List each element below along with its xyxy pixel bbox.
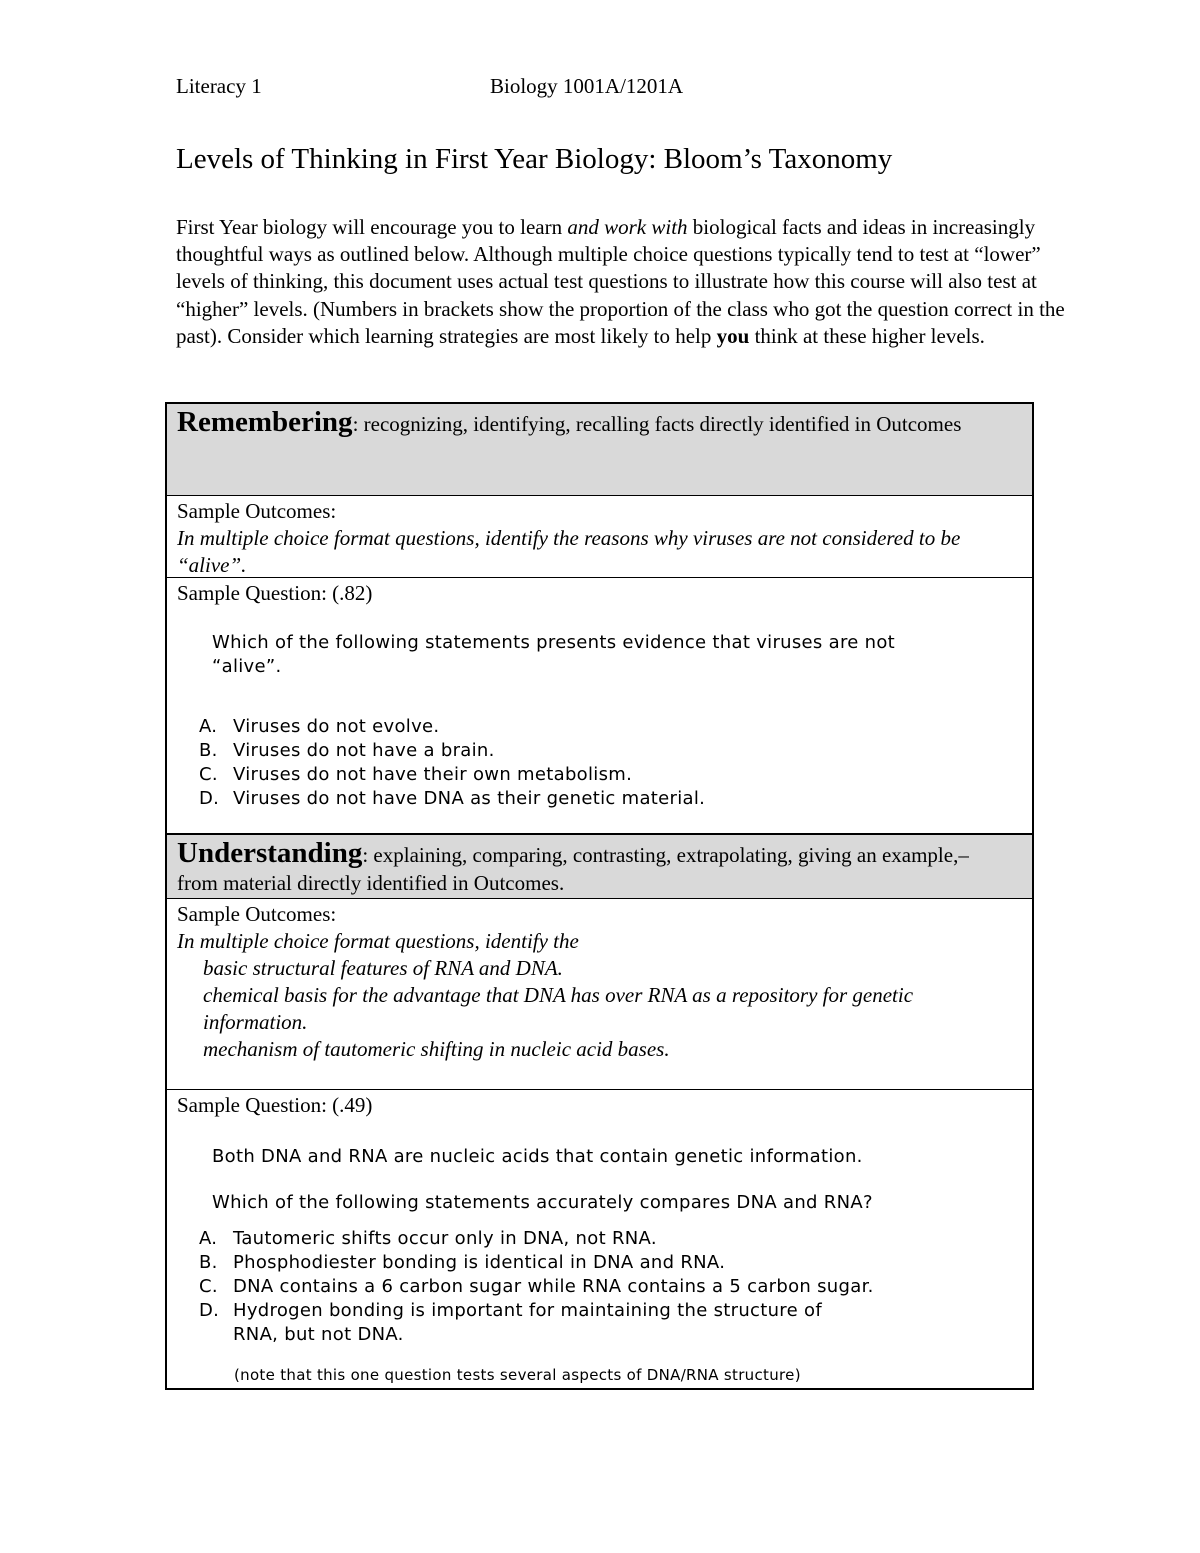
option-letter: D. — [199, 1300, 220, 1321]
option-letter: C. — [199, 764, 218, 785]
understanding-option-b — [177, 1251, 1022, 1275]
remembering-description: : recognizing, identifying, recalling facts directly identified in Outcomes — [352, 412, 962, 436]
remembering-option-a — [177, 715, 1022, 739]
option-letter: B. — [199, 740, 218, 761]
remembering-question-label: Sample Question: (.82) — [177, 581, 373, 605]
option-letter: A. — [199, 716, 218, 737]
option-letter: D. — [199, 788, 220, 809]
remembering-question-row — [167, 578, 1032, 835]
intro-text-1: First Year biology will encourage you to learn — [176, 215, 568, 239]
remembering-outcomes-row — [167, 496, 1032, 578]
header-course-left: Literacy 1 — [176, 74, 262, 98]
remembering-question-stem: Which of the following statements presents evidence that viruses are not “alive”. — [212, 632, 896, 677]
remembering-option-c — [177, 763, 1022, 787]
option-letter: A. — [199, 1228, 218, 1249]
header-course-center: Biology 1001A/1201A — [490, 74, 684, 98]
remembering-outcomes-text: In multiple choice format questions, identify the reasons why viruses are not considered to be “alive”. — [177, 526, 961, 577]
intro-text-3: think at these higher levels. — [749, 323, 985, 348]
remembering-options — [177, 715, 1022, 811]
intro-bold: you — [716, 323, 750, 348]
understanding-heading — [177, 839, 977, 897]
remembering-outcomes-label: Sample Outcomes: — [177, 499, 337, 523]
option-text: Tautomeric shifts occur only in DNA, not RNA. — [233, 1228, 657, 1249]
remembering-option-b — [177, 739, 1022, 763]
understanding-outcome-item: mechanism of tautomeric shifting in nucleic acid bases. — [203, 1037, 670, 1061]
understanding-heading-row — [167, 835, 1032, 899]
option-text: DNA contains a 6 carbon sugar while RNA contains a 5 carbon sugar. — [233, 1276, 874, 1297]
understanding-question-row — [167, 1090, 1032, 1388]
understanding-outcome-item: chemical basis for the advantage that DNA has over RNA as a repository for genetic information. — [203, 983, 914, 1034]
understanding-name: Understanding — [177, 837, 363, 869]
understanding-question-label: Sample Question: (.49) — [177, 1093, 373, 1117]
understanding-question-stem-1: Both DNA and RNA are nucleic acids that contain genetic information. — [212, 1146, 863, 1167]
option-text: Hydrogen bonding is important for maintaining the structure of RNA, but not DNA. — [233, 1300, 822, 1345]
understanding-outcomes-row — [167, 899, 1032, 1090]
remembering-name: Remembering — [177, 406, 353, 438]
remembering-heading-row — [167, 404, 1032, 496]
option-letter: C. — [199, 1276, 218, 1297]
option-text: Viruses do not evolve. — [233, 716, 440, 737]
understanding-question-stem-2: Which of the following statements accurately compares DNA and RNA? — [212, 1192, 873, 1213]
option-text: Phosphodiester bonding is identical in DNA and RNA. — [233, 1252, 726, 1273]
intro-text-2: biological facts and ideas in increasingly thoughtful ways as outlined below. Although multiple choice questions typically tend to test at “lower” levels of thinking, this document uses actual test questions to illustrate how this course will also test at “higher” levels. (Numbers in brackets show the proportion of the class who got the question correct in the past). Consider which learning strategies are most likely to help — [176, 215, 1065, 348]
understanding-outcomes-label: Sample Outcomes: — [177, 902, 337, 926]
understanding-option-d — [177, 1299, 873, 1347]
understanding-options — [177, 1227, 1022, 1347]
page-title: Levels of Thinking in First Year Biology: Bloom’s Taxonomy — [176, 143, 893, 175]
option-text: Viruses do not have DNA as their genetic material. — [233, 788, 706, 809]
remembering-option-d — [177, 787, 1022, 811]
understanding-option-c — [177, 1275, 1022, 1299]
understanding-description: : explaining, comparing, contrasting, extrapolating, giving an example,– from material directly identified in Outcomes. — [177, 843, 969, 895]
option-letter: B. — [199, 1252, 218, 1273]
understanding-note: (note that this one question tests several aspects of DNA/RNA structure) — [234, 1366, 801, 1384]
option-text: Viruses do not have a brain. — [233, 740, 495, 761]
intro-paragraph — [176, 214, 1076, 350]
remembering-heading — [177, 408, 1022, 438]
intro-italic: and work with — [567, 215, 688, 239]
understanding-option-a — [177, 1227, 1022, 1251]
understanding-outcomes-intro: In multiple choice format questions, identify the — [177, 929, 579, 953]
option-text: Viruses do not have their own metabolism. — [233, 764, 633, 785]
taxonomy-table — [165, 402, 1034, 1390]
understanding-outcome-item: basic structural features of RNA and DNA. — [203, 956, 563, 980]
